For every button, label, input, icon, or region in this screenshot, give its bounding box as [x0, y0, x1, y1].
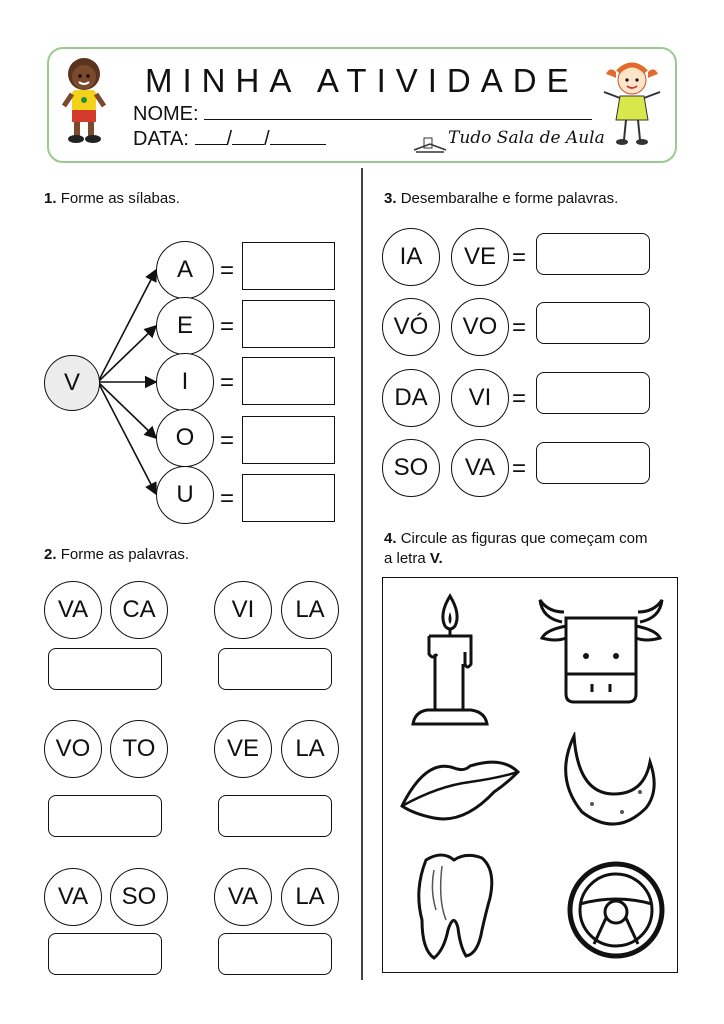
q3-syllable-circle: VO — [451, 298, 509, 356]
date-separator: / — [264, 128, 270, 150]
date-month-line[interactable] — [232, 126, 264, 145]
q1-answer-box[interactable] — [242, 474, 335, 522]
page-title: MINHA ATIVIDADE — [145, 62, 579, 99]
q3-answer-box[interactable] — [536, 372, 650, 414]
brand-name: Tudo Sala de Aula — [448, 128, 605, 148]
cow-icon[interactable] — [536, 594, 666, 706]
q4-instruction — [384, 529, 647, 569]
q1-answer-box[interactable] — [242, 357, 335, 405]
equals-sign: = — [220, 313, 235, 340]
candle-icon[interactable] — [405, 592, 495, 732]
column-divider — [361, 168, 363, 980]
q1-number: 1. — [44, 190, 57, 207]
date-day-line[interactable] — [195, 126, 227, 145]
q1-answer-box[interactable] — [242, 300, 335, 348]
q1-text: Forme as sílabas. — [60, 190, 180, 207]
q4-letter: V. — [429, 550, 443, 567]
q1-vowel-circle: A — [156, 241, 214, 299]
equals-sign: = — [220, 485, 235, 512]
q2-answer-box[interactable] — [48, 933, 162, 975]
q3-answer-box[interactable] — [536, 302, 650, 344]
name-label: NOME: — [133, 103, 199, 125]
equals-sign: = — [512, 455, 527, 482]
equals-sign: = — [512, 314, 527, 341]
q2-answer-box[interactable] — [218, 933, 332, 975]
q1-vowel-circle: O — [156, 409, 214, 467]
lips-icon[interactable] — [398, 752, 522, 824]
q2-syllable-circle: CA — [110, 581, 168, 639]
tooth-icon[interactable] — [412, 850, 498, 962]
q1-consonant-circle: V — [44, 355, 100, 411]
q3-syllable-circle: VÓ — [382, 298, 440, 356]
girl-illustration — [600, 58, 664, 148]
q3-text: Desembaralhe e forme palavras. — [400, 190, 619, 207]
date-field-row — [133, 126, 326, 151]
q1-vowel-circle: I — [156, 353, 214, 411]
boy-illustration — [58, 54, 110, 146]
q3-syllable-circle: VI — [451, 369, 509, 427]
q2-syllable-circle: LA — [281, 581, 339, 639]
moon-icon[interactable] — [552, 732, 662, 832]
equals-sign: = — [220, 427, 235, 454]
q2-syllable-circle: SO — [110, 868, 168, 926]
name-line[interactable] — [204, 101, 592, 120]
q1-vowel-circle: U — [156, 466, 214, 524]
q3-syllable-circle: VA — [451, 439, 509, 497]
equals-sign: = — [512, 385, 527, 412]
q2-text: Forme as palavras. — [60, 546, 190, 563]
q2-answer-box[interactable] — [218, 795, 332, 837]
q2-syllable-circle: TO — [110, 720, 168, 778]
q3-syllable-circle: IA — [382, 228, 440, 286]
q2-syllable-circle: VO — [44, 720, 102, 778]
q2-instruction — [44, 546, 189, 563]
q2-number: 2. — [44, 546, 57, 563]
q2-syllable-circle: LA — [281, 720, 339, 778]
q1-instruction — [44, 190, 180, 207]
q2-answer-box[interactable] — [48, 795, 162, 837]
q2-syllable-circle: LA — [281, 868, 339, 926]
q3-syllable-circle: DA — [382, 369, 440, 427]
equals-sign: = — [220, 257, 235, 284]
book-logo-icon — [412, 134, 448, 154]
q2-syllable-circle: VA — [214, 868, 272, 926]
q4-text-line2: a letra — [384, 550, 430, 567]
q2-syllable-circle: VA — [44, 868, 102, 926]
name-field-row — [133, 101, 592, 126]
q1-answer-box[interactable] — [242, 416, 335, 464]
q2-answer-box[interactable] — [218, 648, 332, 690]
q3-answer-box[interactable] — [536, 233, 650, 275]
q3-answer-box[interactable] — [536, 442, 650, 484]
date-year-line[interactable] — [270, 126, 326, 145]
q4-number: 4. — [384, 530, 397, 547]
q3-syllable-circle: VE — [451, 228, 509, 286]
q3-instruction — [384, 190, 618, 207]
q2-syllable-circle: VI — [214, 581, 272, 639]
q1-answer-box[interactable] — [242, 242, 335, 290]
equals-sign: = — [512, 244, 527, 271]
date-separator: / — [226, 128, 233, 150]
equals-sign: = — [220, 369, 235, 396]
q2-syllable-circle: VA — [44, 581, 102, 639]
q1-vowel-circle: E — [156, 297, 214, 355]
q3-number: 3. — [384, 190, 397, 207]
date-label: DATA: — [133, 128, 189, 150]
q2-answer-box[interactable] — [48, 648, 162, 690]
steering-wheel-icon[interactable] — [564, 860, 668, 960]
q4-text-line1: Circule as figuras que começam com — [400, 530, 648, 547]
q3-syllable-circle: SO — [382, 439, 440, 497]
q2-syllable-circle: VE — [214, 720, 272, 778]
